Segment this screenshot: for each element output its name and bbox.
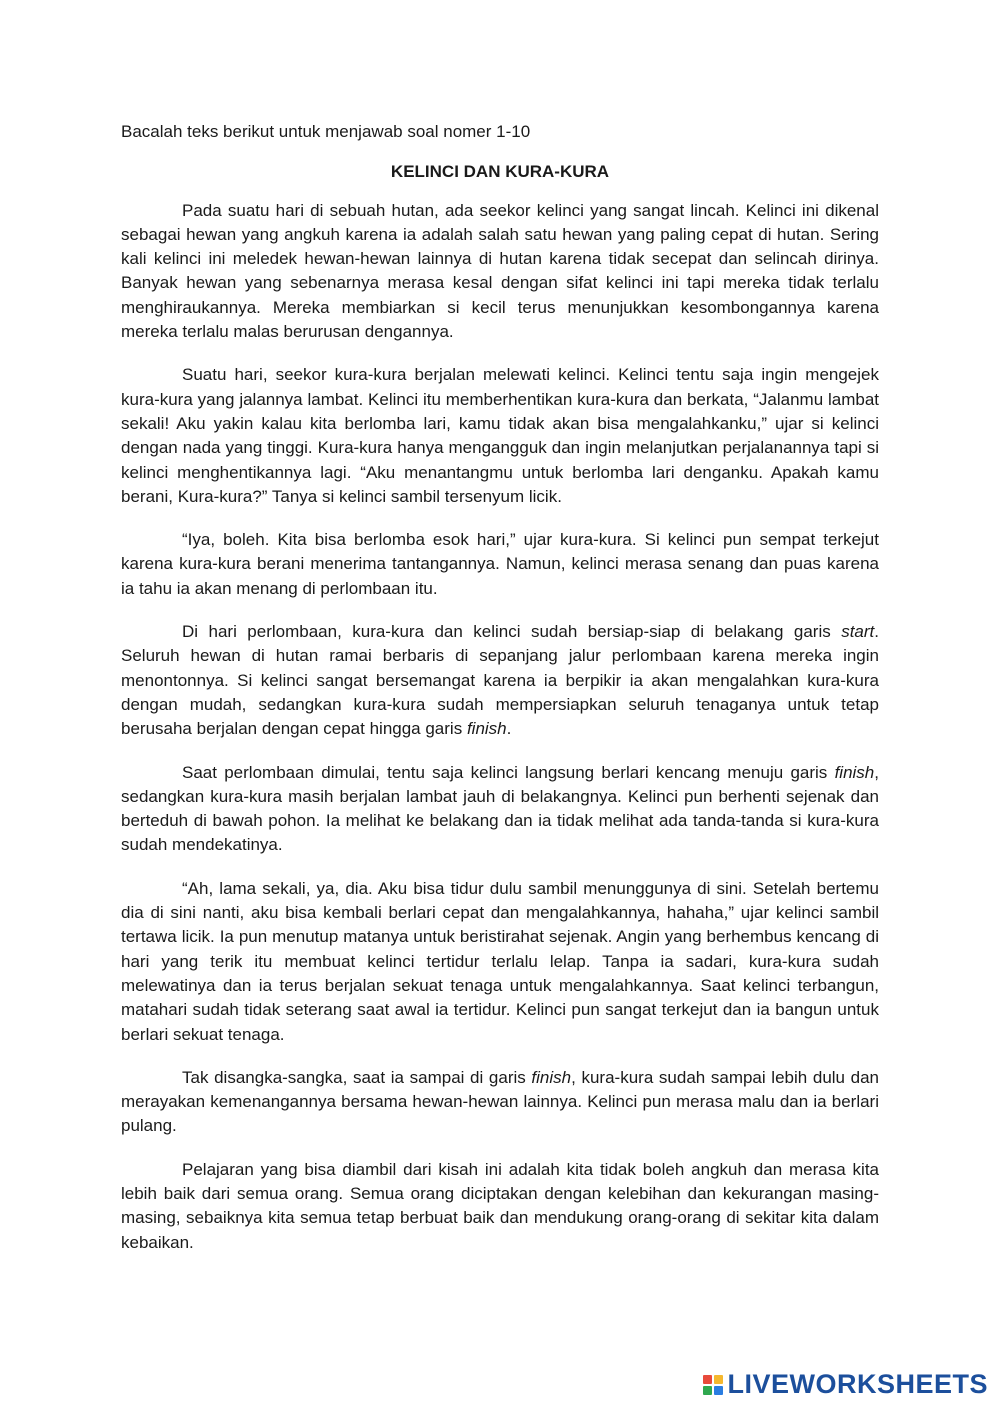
italic-term: start [841, 622, 875, 642]
liveworksheets-logo [703, 1369, 988, 1400]
italic-term: finish [834, 762, 875, 782]
italic-term: finish [531, 1067, 572, 1087]
story-paragraph-8: Pelajaran yang bisa diambil dari kisah ini adalah kita tidak boleh angkuh dan merasa kita lebih baik dari semua orang. Semua orang diciptakan dengan kelebihan dan kekurangan masing-masing, sebaiknya kita semua tetap berbuat baik dan mendukung orang-orang di sekitar kita dalam kebaikan. [121, 1159, 879, 1252]
story-paragraph-1: Pada suatu hari di sebuah hutan, ada seekor kelinci yang sangat lincah. Kelinci ini dikenal sebagai hewan yang angkuh karena ia adalah salah satu hewan yang paling cepat di hutan. Sering kali kelinci ini meledek hewan-hewan lainnya di hutan karena tidak secepat dan selincah dirinya. Banyak hewan yang sebenarnya merasa kesal dengan sifat kelinci ini tapi mereka tidak terlalu menghiraukannya. Mereka membiarkan si kecil terus menunjukkan kesombongannya karena mereka terlalu malas berurusan dengannya. [121, 200, 879, 342]
logo-square [714, 1375, 723, 1384]
worksheet-page [121, 120, 879, 1274]
story-title: KELINCI DAN KURA-KURA [390, 162, 610, 182]
story-paragraph-3: “Iya, boleh. Kita bisa berlomba esok hari,” ujar kura-kura. Si kelinci pun sempat terkejut karena kura-kura berani menerima tantangannya. Namun, kelinci merasa senang dan puas karena ia tahu ia akan menang di perlombaan itu. [121, 530, 879, 598]
liveworksheets-logo-icon [703, 1375, 723, 1395]
logo-square [703, 1375, 712, 1384]
story-paragraph-2: Suatu hari, seekor kura-kura berjalan melewati kelinci. Kelinci tentu saja ingin mengejek kura-kura yang jalannya lambat. Kelinci itu memberhentikan kura-kura dan berkata, “Jalanmu lambat sekali! Aku yakin kalau kita berlomba lari, kamu tidak akan bisa mengalahkanku,” ujar si kelinci dengan nada yang tinggi. Kura-kura hanya mengangguk dan ingin melanjutkan perjalanannya tapi si kelinci menghentikannya lagi. “Aku menantangmu untuk berlomba lari denganku. Apakah kamu berani, Kura-kura?” Tanya si kelinci sambil tersenyum licik. [121, 365, 879, 506]
logo-square [703, 1386, 712, 1395]
italic-term: finish [466, 719, 507, 739]
story-paragraph-6: “Ah, lama sekali, ya, dia. Aku bisa tidur dulu sambil menunggunya di sini. Setelah bertemu dia di sini nanti, aku bisa kembali berlari cepat dan mengalahkannya, hahaha,” ujar kelinci sambil tertawa licik. Ia pun menutup matanya untuk beristirahat sejenak. Angin yang berhembus kencang di hari yang terik itu membuat kelinci tertidur terlalu lelap. Tanpa ia sadari, kura-kura sudah melewatinya dan ia terus berjalan sekuat tenaga untuk mengalahkannya. Saat kelinci terbangun, matahari sudah tidak seterang saat awal ia tertidur. Kelinci pun sangat terkejut dan ia bangun untuk berlari sekuat tenaga. [121, 878, 879, 1044]
instruction-text: Bacalah teks berikut untuk menjawab soal nomer 1-10 [121, 122, 531, 141]
logo-text: LIVEWORKSHEETS [727, 1369, 988, 1399]
story-paragraph-4: Di hari perlombaan, kura-kura dan kelinci sudah bersiap-siap di belakang garis start. Seluruh hewan di hutan ramai berbaris di sepanjang jalur perlombaan karena mereka ingin menontonnya. Si kelinci sangat bersemangat karena ia berpikir ia akan mengalahkan kura-kura dengan mudah, sedangkan kura-kura sudah mempersiapkan seluruh tenaganya untuk tetap berusaha berjalan dengan cepat hingga garis finish. [121, 622, 879, 739]
story-paragraph-5: Saat perlombaan dimulai, tentu saja kelinci langsung berlari kencang menuju garis finish, sedangkan kura-kura masih berjalan lambat jauh di belakangnya. Kelinci pun berhenti sejenak dan berteduh di bawah pohon. Ia melihat ke belakang dan ia tidak melihat ada tanda-tanda si kura-kura sudah mendekatinya. [121, 762, 879, 855]
logo-square [714, 1386, 723, 1395]
story-paragraph-7: Tak disangka-sangka, saat ia sampai di garis finish, kura-kura sudah sampai lebih dulu dan merayakan kemenangannya bersama hewan-hewan lainnya. Kelinci pun merasa malu dan ia berlari pulang. [121, 1067, 880, 1136]
